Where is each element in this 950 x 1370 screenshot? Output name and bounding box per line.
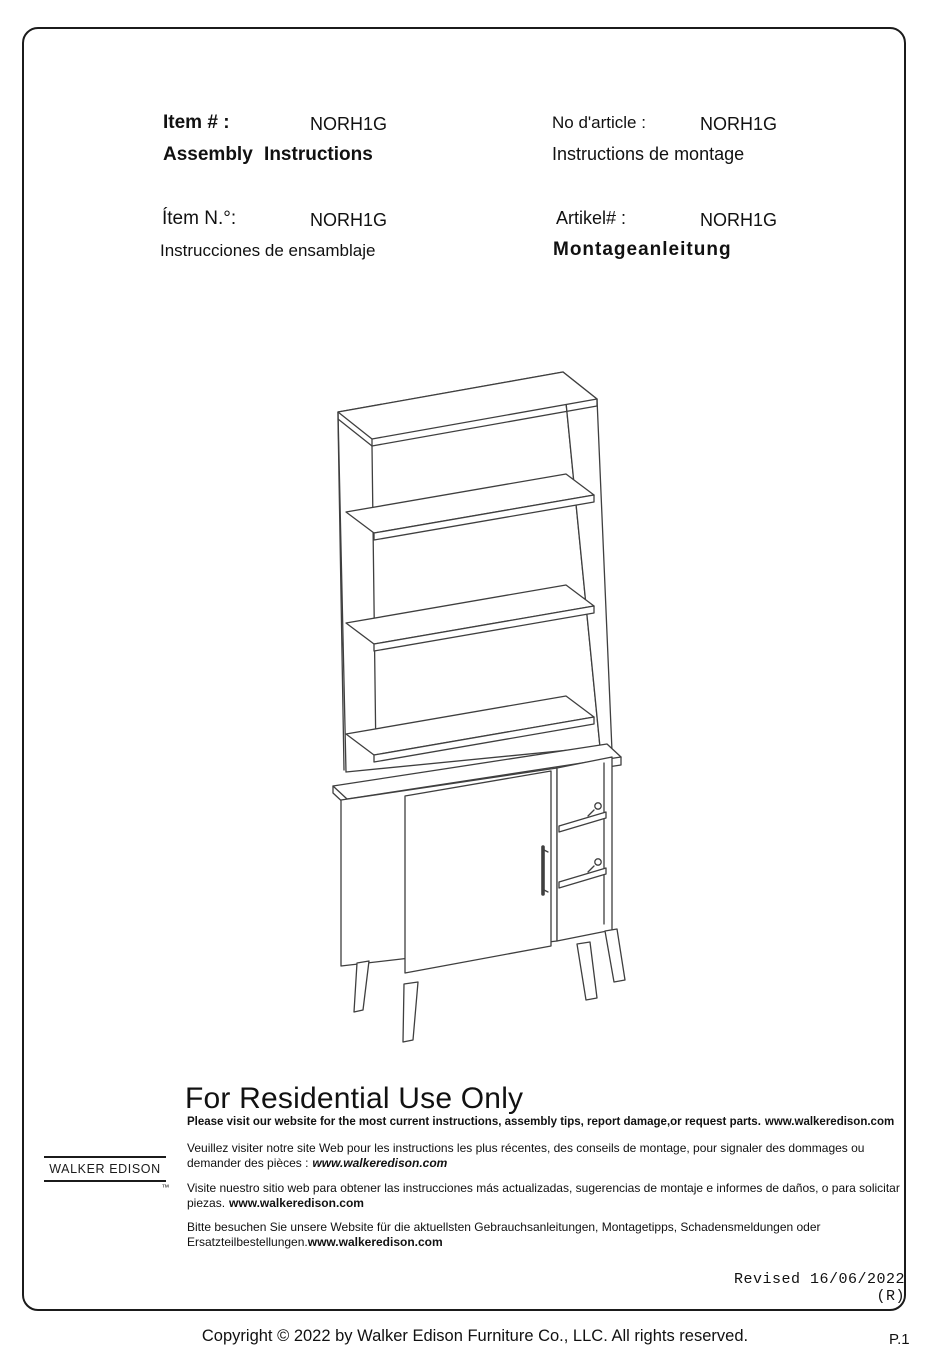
website-note-de-text: Bitte besuchen Sie unsere Website für die aktuellsten Gebrauchsanleitungen, Montagetipps, Schadensmeldungen oder Ersatzteilbestellungen.	[187, 1220, 821, 1250]
subtitle-de: Montageanleitung	[553, 239, 732, 260]
website-note-en-text: Please visit our website for the most current instructions, assembly tips, report damage,or request parts.	[187, 1116, 761, 1128]
trademark-symbol: ™	[161, 1183, 170, 1192]
website-note-fr-text: Veuillez visiter notre site Web pour les instructions les plus récentes, des conseils de montage, pour signaler des dommages ou demander des pièces :	[187, 1141, 865, 1171]
item-value-es: NORH1G	[310, 210, 388, 230]
item-value-de: NORH1G	[700, 210, 778, 230]
website-note-es	[187, 1181, 913, 1212]
item-label-es: Ítem N.°:	[162, 208, 237, 229]
walker-edison-logo-text: WALKER EDISON	[49, 1162, 161, 1176]
website-note-en	[187, 1115, 909, 1130]
residential-title: For Residential Use Only	[185, 1082, 524, 1115]
website-note-de	[187, 1220, 913, 1251]
page-number: P.1	[889, 1331, 910, 1348]
website-url-en: www.walkeredison.com	[764, 1116, 895, 1128]
website-url-de: www.walkeredison.com	[307, 1235, 443, 1250]
website-note-fr	[187, 1141, 913, 1172]
item-label-en: Item # :	[163, 112, 230, 133]
website-url-es: www.walkeredison.com	[229, 1196, 364, 1211]
item-value-fr: NORH1G	[700, 114, 778, 134]
subtitle-en: Assembly Instructions	[163, 144, 373, 165]
walker-edison-logo	[44, 1156, 170, 1192]
item-label-fr: No d'article :	[552, 113, 646, 132]
website-note-es-text: Visite nuestro sitio web para obtener las instrucciones más actualizadas, sugerencias de montaje e informes de daños, o para solicitar piezas.	[187, 1181, 900, 1211]
subtitle-es: Instrucciones de ensamblaje	[160, 241, 376, 260]
subtitle-fr: Instructions de montage	[552, 144, 745, 164]
revision-date: Revised 16/06/2022 (R)	[733, 1271, 905, 1305]
item-value-en: NORH1G	[310, 114, 388, 134]
copyright-line: Copyright © 2022 by Walker Edison Furniture Co., LLC. All rights reserved.	[201, 1327, 749, 1345]
website-url-fr: www.walkeredison.com	[312, 1156, 448, 1171]
item-label-de: Artikel# :	[556, 208, 627, 228]
